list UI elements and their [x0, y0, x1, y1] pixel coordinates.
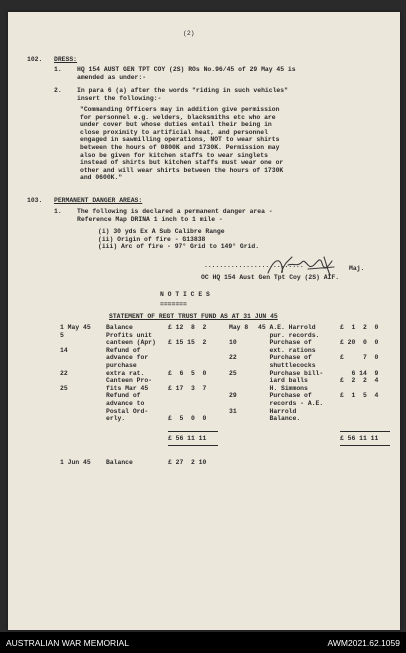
section-103-number: 103. [27, 197, 43, 204]
closing-label: Balance [106, 459, 133, 466]
closing-amount: £ 27 2 10 [168, 459, 207, 466]
right-amounts: £ 1 2 0 £ 20 0 0 £ 7 0 6 14 9 £ 2 2 4 £ 1 5 4 [340, 324, 379, 400]
signatory-unit: OC HQ 154 Aust Gen Tpt Coy (2S) AIF. [201, 274, 340, 281]
section-103-para-1: 1. The following is declared a permanent danger area - Reference Map DRINA 1 inch to 1 mile - [54, 208, 273, 223]
right-descriptions: 45 A.E. Harrold pur. records. Purchase of ext. rations Purchase of shuttlecocks Purchase bill- iard balls H. Simmons Purchase of records - A.E. Harrold Balance. [258, 324, 324, 423]
section-102-para-1: 1. HQ 154 AUST GEN TPT COY (2S) ROs No.96/45 of 29 May 45 is amended as under:- [54, 66, 296, 81]
page-number: (2) [183, 30, 195, 37]
right-dates: May 8 10 22 25 29 31 [229, 324, 249, 415]
left-dates: 1 May 45 5 14 22 25 [60, 324, 91, 392]
document-page [8, 12, 400, 630]
footer-source: AUSTRALIAN WAR MEMORIAL [6, 638, 129, 648]
section-103-items: (i) 30 yds Ex A Sub Calibre Range (ii) Origin of fire - G13838 (iii) Arc of fire - 97° Grid to 149° Grid. [98, 228, 260, 251]
left-total-rule-top [168, 431, 218, 432]
signature-dots: .......................... [204, 262, 304, 269]
statement-title: STATEMENT OF REGT TRUST FUND AS AT 31 JUN 45 [109, 313, 278, 320]
right-total-rule-top [340, 431, 390, 432]
left-descriptions: Balance Profits unit canteen (Apr) Refund of advance for purchase extra rat. Canteen Pro- fits Mar 45 Refund of advance to Postal Ord- erly. [106, 324, 156, 423]
right-total-rule-bottom [340, 445, 390, 446]
section-102-number: 102. [27, 56, 43, 63]
right-total: £ 56 11 11 [340, 435, 379, 442]
section-102-para-2: 2. In para 6 (a) after the words "riding in such vehicles" insert the following:- [54, 87, 288, 102]
footer-catalogue-id: AWM2021.62.1059 [327, 638, 400, 648]
section-102-heading: DRESS: [54, 56, 78, 63]
section-103-heading: PERMANENT DANGER AREAS: [54, 197, 143, 204]
left-total-rule-bottom [168, 445, 218, 446]
closing-date: 1 Jun 45 [60, 459, 91, 466]
left-amounts: £ 12 8 2 £ 15 15 2 £ 6 5 0 £ 17 3 7 £ 5 0 0 [168, 324, 207, 423]
notices-rule: ======= [160, 301, 187, 308]
footer-bar [0, 632, 406, 653]
notices-title: N O T I C E S [160, 291, 210, 298]
left-total: £ 56 11 11 [168, 435, 207, 442]
section-102-quote: "Commanding Officers may in addition give permission for personnel e.g. welders, blacksmiths etc who are under cover but whose duties entail their being in close proximity to artificial heat, and personnel engaged in sawmilling operations, NOT to wear shirts between the hours of 0800K and 1730K. Permission may also be given for kitchen staffs to wear singlets instead of shirts but kitchen staffs must wear one or other and will wear shirts between the hours of 1730K and 0600K." [80, 106, 284, 182]
signatory-rank: Maj. [349, 265, 365, 272]
